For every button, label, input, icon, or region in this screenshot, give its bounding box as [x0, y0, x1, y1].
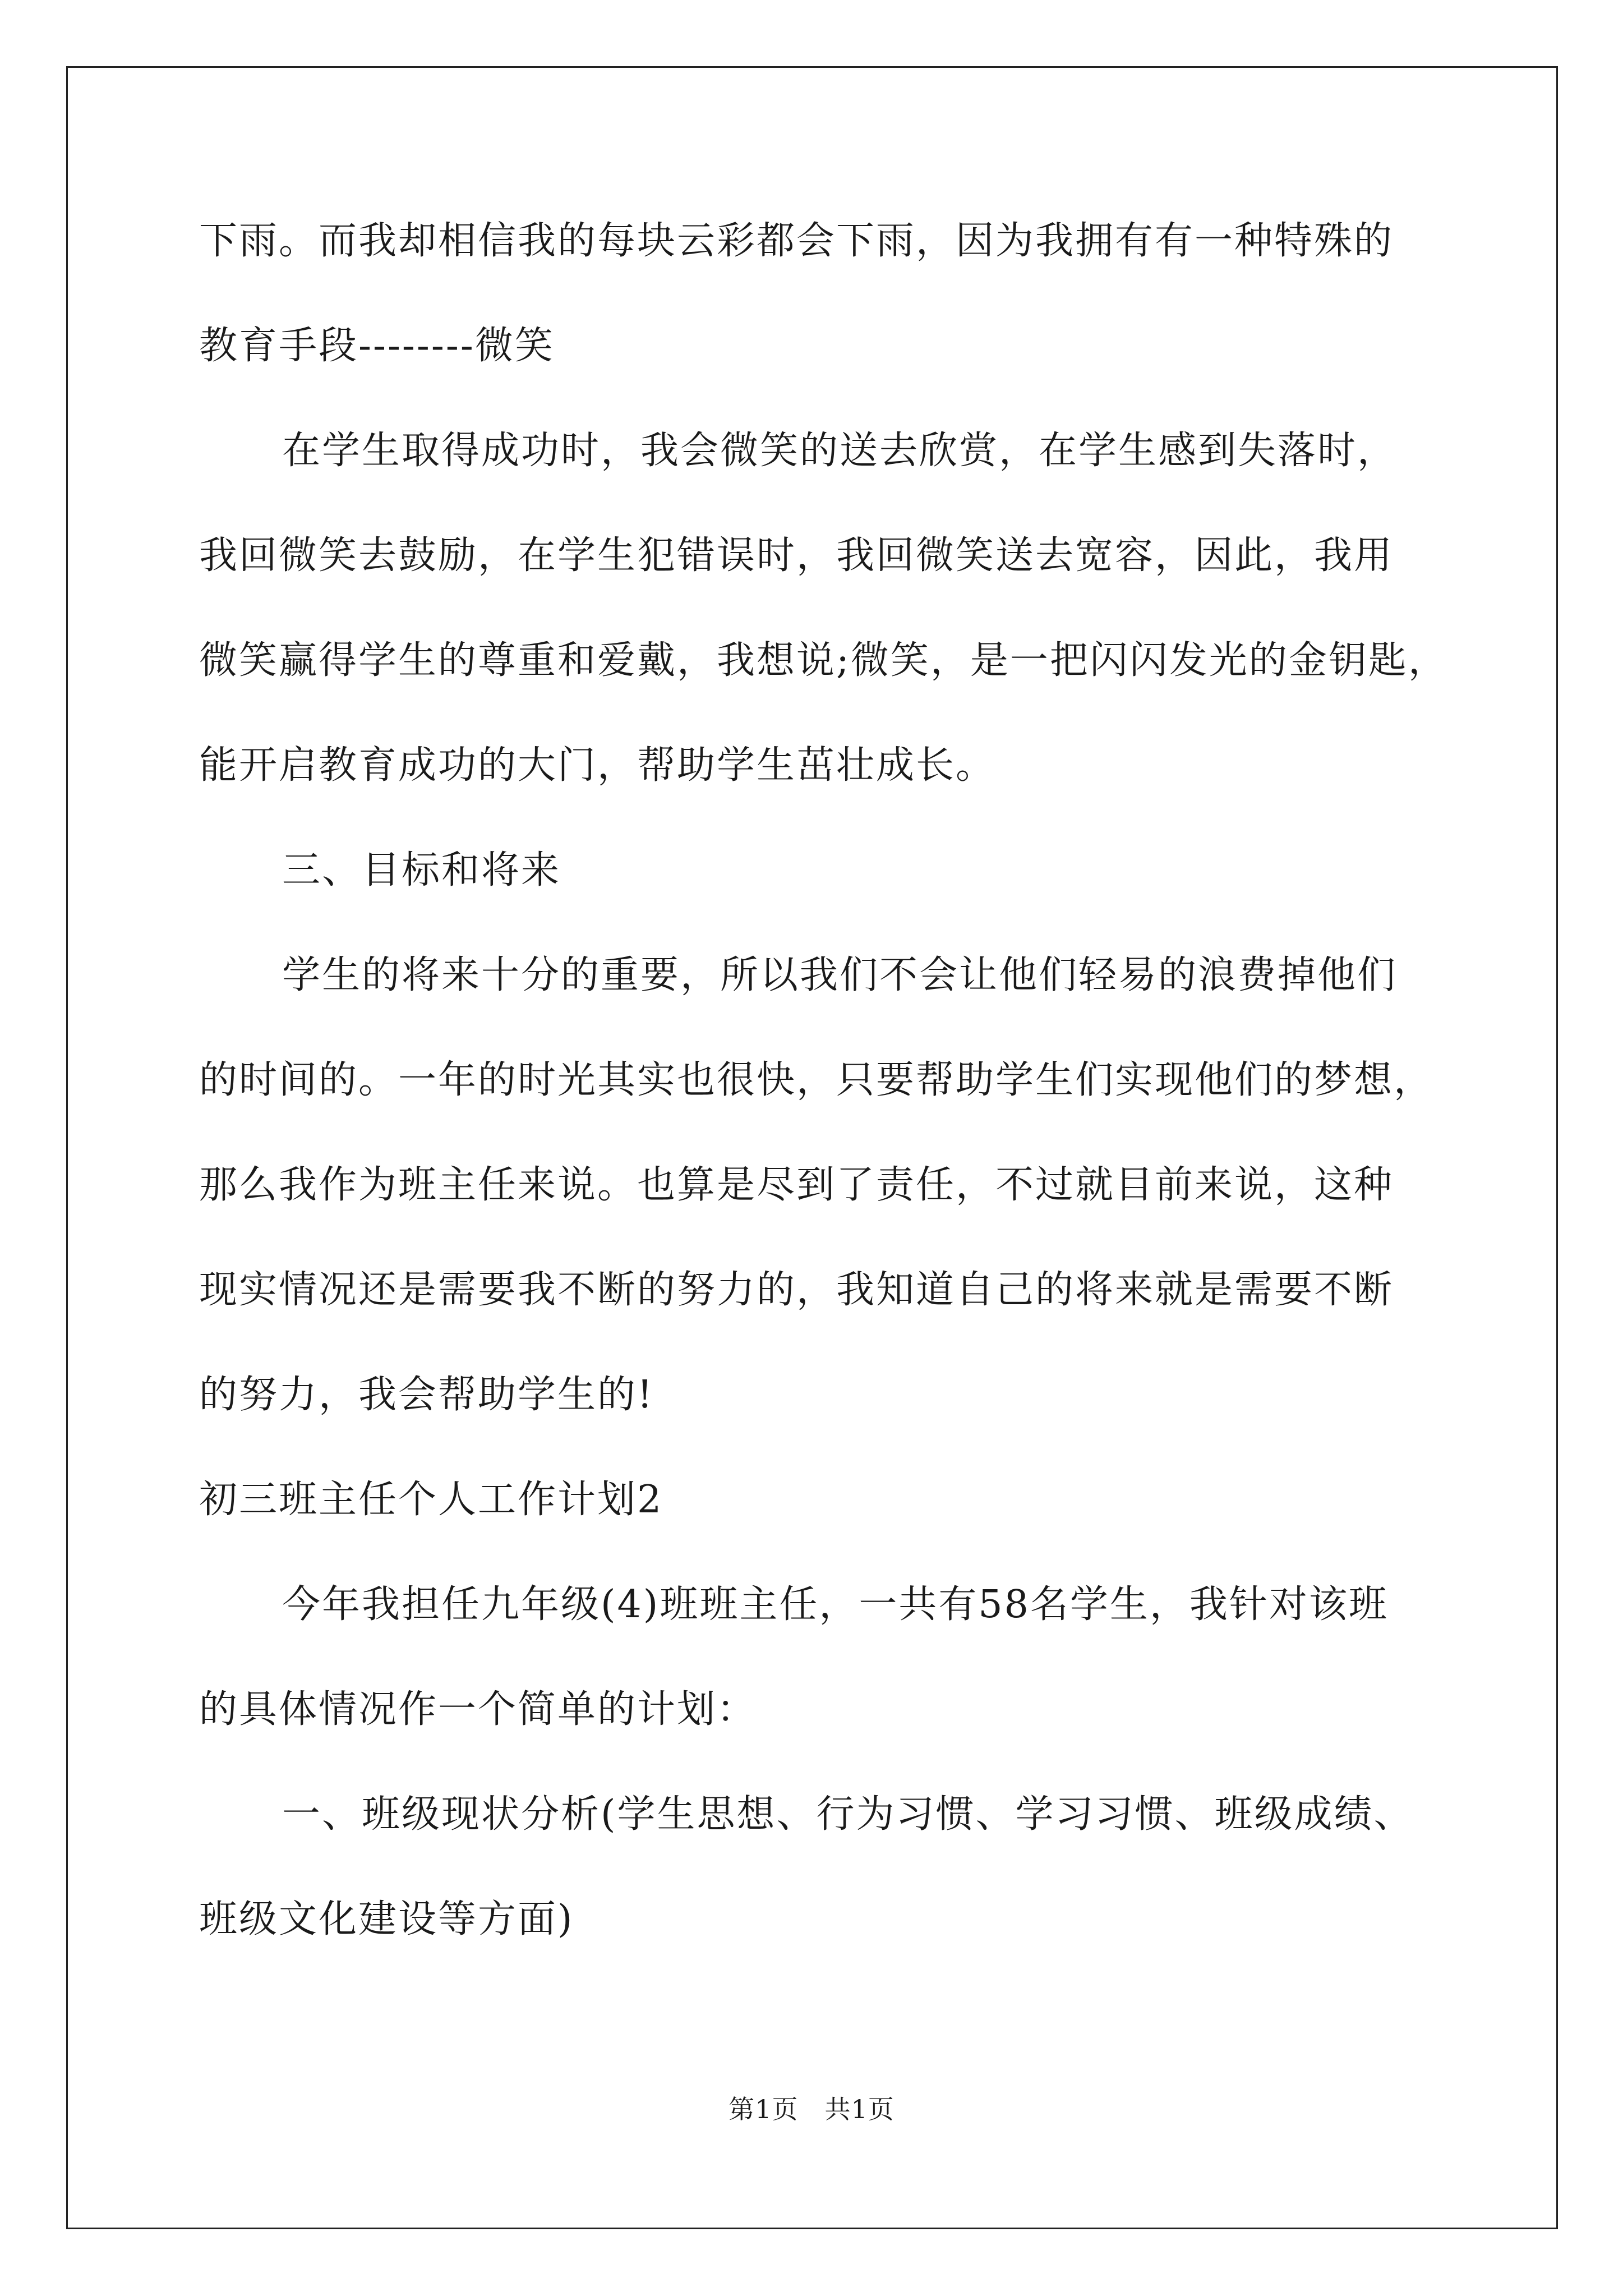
paragraph-line: 的努力，我会帮助学生的!	[199, 1373, 654, 1417]
paragraph-line: 我回微笑去鼓励，在学生犯错误时，我回微笑送去宽容，因此，我用	[199, 533, 1394, 578]
paragraph-line: 班级文化建设等方面)	[199, 1897, 574, 1941]
paragraph-line: 今年我担任九年级(4)班班主任，一共有58名学生，我针对该班	[282, 1582, 1389, 1627]
paragraph-line: 学生的将来十分的重要，所以我们不会让他们轻易的浪费掉他们	[282, 953, 1398, 997]
document-title: 初三班主任个人工作计划2	[199, 1478, 663, 1522]
paragraph-line: 下雨。而我却相信我的每块云彩都会下雨，因为我拥有有一种特殊的	[199, 219, 1394, 263]
paragraph-line: 在学生取得成功时，我会微笑的送去欣赏，在学生感到失落时，	[282, 429, 1398, 473]
paragraph-line: 能开启教育成功的大门，帮助学生茁壮成长。	[199, 743, 996, 788]
paragraph-line: 的具体情况作一个简单的计划：	[199, 1687, 757, 1732]
paragraph-line: 教育手段--------微笑	[199, 324, 555, 368]
page-number-footer: 第1页 共1页	[728, 2094, 895, 2124]
paragraph-line: 那么我作为班主任来说。也算是尽到了责任，不过就目前来说，这种	[199, 1163, 1394, 1207]
paragraph-line: 现实情况还是需要我不断的努力的，我知道自己的将来就是需要不断	[199, 1268, 1394, 1312]
paragraph-line: 的时间的。一年的时光其实也很快，只要帮助学生们实现他们的梦想，	[199, 1058, 1434, 1102]
document-body	[199, 216, 1483, 1945]
section-heading: 一、班级现状分析(学生思想、行为习惯、学习习惯、班级成绩、	[282, 1792, 1414, 1837]
paragraph-line: 微笑赢得学生的尊重和爱戴，我想说;微笑，是一把闪闪发光的金钥匙，	[199, 638, 1448, 683]
section-heading: 三、目标和将来	[282, 848, 561, 892]
